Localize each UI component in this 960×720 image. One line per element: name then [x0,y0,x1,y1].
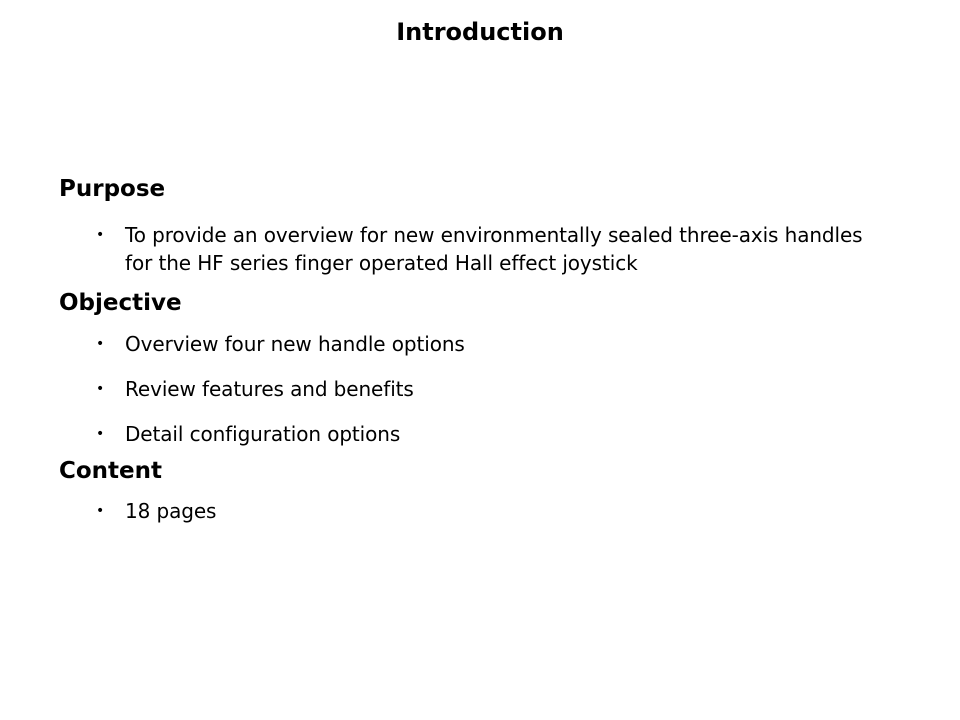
slide-title: Introduction [396,18,564,46]
section-heading-content: Content [59,458,163,484]
section-heading-purpose: Purpose [59,176,166,202]
list-item [59,322,889,367]
list-item [59,497,889,525]
list-item [59,412,889,457]
bullet-icon: • [96,336,105,352]
list-item [59,367,889,412]
purpose-bullet-list [59,221,889,277]
bullet-icon: • [96,503,105,519]
list-item [59,221,889,277]
bullet-icon: • [96,227,105,243]
section-heading-objective: Objective [59,290,182,316]
content-bullet-list [59,497,889,525]
bullet-text: To provide an overview for new environmentally sealed three-axis handles for the HF series finger operated Hall effect joystick [125,223,863,275]
bullet-icon: • [96,426,105,442]
bullet-icon: • [96,381,105,397]
slide-body [59,168,889,525]
bullet-text: Detail configuration options [125,422,401,446]
bullet-text: Overview four new handle options [125,332,465,356]
bullet-text: 18 pages [125,499,217,523]
bullet-text: Review features and benefits [125,377,414,401]
objective-bullet-list [59,322,889,457]
